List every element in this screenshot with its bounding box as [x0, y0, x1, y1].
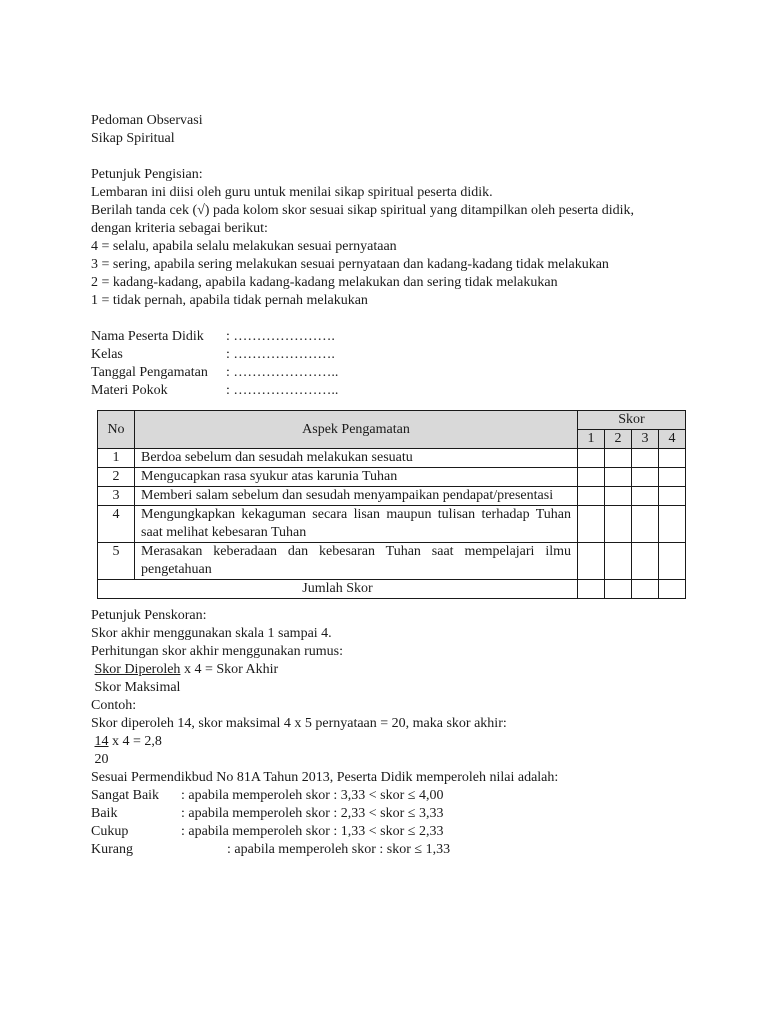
header-skor-1: 1 [578, 430, 605, 449]
kriteria-line: 2 = kadang-kadang, apabila kadang-kadang melakukan dan sering tidak melakukan [91, 275, 558, 290]
row-aspek: Berdoa sebelum dan sesudah melakukan sesuatu [135, 449, 578, 468]
skor-cell[interactable] [632, 449, 659, 468]
contoh-denominator: 20 [94, 752, 109, 767]
identitas-row [91, 382, 685, 400]
kriteria-line: 4 = selalu, apabila selalu melakukan sesuai pernyataan [91, 239, 397, 254]
identitas-row [91, 364, 685, 382]
kategori-desc: : apabila memperoleh skor : 1,33 < skor ≤ 2,33 [181, 824, 444, 839]
petunjuk-pengisian-heading: Petunjuk Pengisian: [91, 167, 203, 182]
penskoran-line: Skor akhir menggunakan skala 1 sampai 4. [91, 626, 332, 641]
contoh-rest: x 4 = 2,8 [108, 734, 162, 749]
petunjuk-line: Berilah tanda cek (√) pada kolom skor sesuai sikap spiritual yang ditampilkan oleh peserta didik, [91, 203, 635, 218]
skor-cell[interactable] [578, 449, 605, 468]
row-aspek: Merasakan keberadaan dan kebesaran Tuhan saat mempelajari ilmu pengetahuan [135, 543, 578, 580]
kategori-label: Baik [91, 806, 118, 821]
skor-cell[interactable] [632, 506, 659, 543]
row-no: 4 [98, 506, 135, 543]
header-skor-2: 2 [605, 430, 632, 449]
jumlah-skor-cell[interactable] [578, 580, 605, 599]
doc-title-line-2: Sikap Spiritual [91, 131, 175, 146]
skor-cell[interactable] [578, 468, 605, 487]
table-row [98, 468, 686, 487]
skor-cell[interactable] [578, 506, 605, 543]
identitas-label: Kelas [91, 347, 123, 362]
kategori-label: Cukup [91, 824, 129, 839]
identitas-label: Materi Pokok [91, 383, 168, 398]
header-skor-3: 3 [632, 430, 659, 449]
permendikbud-line: Sesuai Permendikbud No 81A Tahun 2013, Peserta Didik memperoleh nilai adalah: [91, 770, 559, 785]
kategori-row [91, 823, 685, 841]
skor-cell[interactable] [578, 487, 605, 506]
contoh-denominator-line [91, 751, 685, 769]
petunjuk-line: dengan kriteria sebagai berikut: [91, 221, 268, 236]
header-no: No [98, 411, 135, 449]
penskoran-line: Perhitungan skor akhir menggunakan rumus: [91, 644, 343, 659]
skor-cell[interactable] [659, 506, 686, 543]
row-aspek: Mengungkapkan kekaguman secara lisan maupun tulisan terhadap Tuhan saat melihat kebesaran Tuhan [135, 506, 578, 543]
identitas-label: Nama Peserta Didik [91, 329, 204, 344]
row-aspek: Mengucapkan rasa syukur atas karunia Tuhan [135, 468, 578, 487]
observation-table [97, 410, 686, 599]
row-no: 2 [98, 468, 135, 487]
row-no: 5 [98, 543, 135, 580]
skor-cell[interactable] [632, 543, 659, 580]
doc-title-line-1: Pedoman Observasi [91, 113, 203, 128]
table-footer-row [98, 580, 686, 599]
header-skor-4: 4 [659, 430, 686, 449]
identitas-row [91, 346, 685, 364]
rumus-rest: x 4 = Skor Akhir [180, 662, 279, 677]
skor-cell[interactable] [659, 449, 686, 468]
jumlah-skor-cell[interactable] [605, 580, 632, 599]
skor-cell[interactable] [632, 468, 659, 487]
jumlah-skor-cell[interactable] [632, 580, 659, 599]
contoh-numerator: 14 [94, 734, 109, 749]
rumus-numerator: Skor Diperoleh [94, 662, 181, 677]
rumus-denominator: Skor Maksimal [94, 680, 181, 695]
skor-cell[interactable] [605, 543, 632, 580]
kategori-row [91, 841, 685, 859]
rumus-denominator-line [91, 679, 685, 697]
header-aspek: Aspek Pengamatan [135, 411, 578, 449]
document-content [91, 112, 685, 859]
header-skor: Skor [578, 411, 686, 430]
petunjuk-line: Lembaran ini diisi oleh guru untuk menilai sikap spiritual peserta didik. [91, 185, 493, 200]
identitas-label: Tanggal Pengamatan [91, 365, 208, 380]
row-aspek: Memberi salam sebelum dan sesudah menyampaikan pendapat/presentasi [135, 487, 578, 506]
skor-cell[interactable] [605, 487, 632, 506]
skor-cell[interactable] [605, 449, 632, 468]
kategori-row [91, 787, 685, 805]
skor-cell[interactable] [659, 543, 686, 580]
identitas-value: : …………………. [226, 347, 335, 362]
kategori-label: Kurang [91, 842, 133, 857]
kategori-desc: : apabila memperoleh skor : 2,33 < skor ≤ 3,33 [181, 806, 444, 821]
kategori-desc: : apabila memperoleh skor : skor ≤ 1,33 [227, 842, 451, 857]
jumlah-skor-cell[interactable] [659, 580, 686, 599]
table-row [98, 487, 686, 506]
identitas-value: : …………………. [226, 329, 335, 344]
penskoran-heading: Petunjuk Penskoran: [91, 608, 207, 623]
rumus-line [91, 661, 685, 679]
contoh-label: Contoh: [91, 698, 137, 713]
skor-cell[interactable] [659, 468, 686, 487]
skor-cell[interactable] [659, 487, 686, 506]
kriteria-line: 3 = sering, apabila sering melakukan sesuai pernyataan dan kadang-kadang tidak melakukan [91, 257, 609, 272]
row-no: 1 [98, 449, 135, 468]
table-row [98, 506, 686, 543]
skor-cell[interactable] [632, 487, 659, 506]
identitas-value: : ………………….. [226, 383, 339, 398]
table-row [98, 543, 686, 580]
skor-cell[interactable] [605, 468, 632, 487]
kriteria-line: 1 = tidak pernah, apabila tidak pernah melakukan [91, 293, 368, 308]
identitas-row [91, 328, 685, 346]
contoh-text: Skor diperoleh 14, skor maksimal 4 x 5 pernyataan = 20, maka skor akhir: [91, 716, 507, 731]
kategori-desc: : apabila memperoleh skor : 3,33 < skor ≤ 4,00 [181, 788, 444, 803]
contoh-formula-line [91, 733, 685, 751]
skor-cell[interactable] [605, 506, 632, 543]
row-no: 3 [98, 487, 135, 506]
jumlah-skor-label: Jumlah Skor [98, 580, 578, 599]
kategori-row [91, 805, 685, 823]
kategori-label: Sangat Baik [91, 788, 160, 803]
table-row [98, 449, 686, 468]
skor-cell[interactable] [578, 543, 605, 580]
identitas-value: : ………………….. [226, 365, 339, 380]
